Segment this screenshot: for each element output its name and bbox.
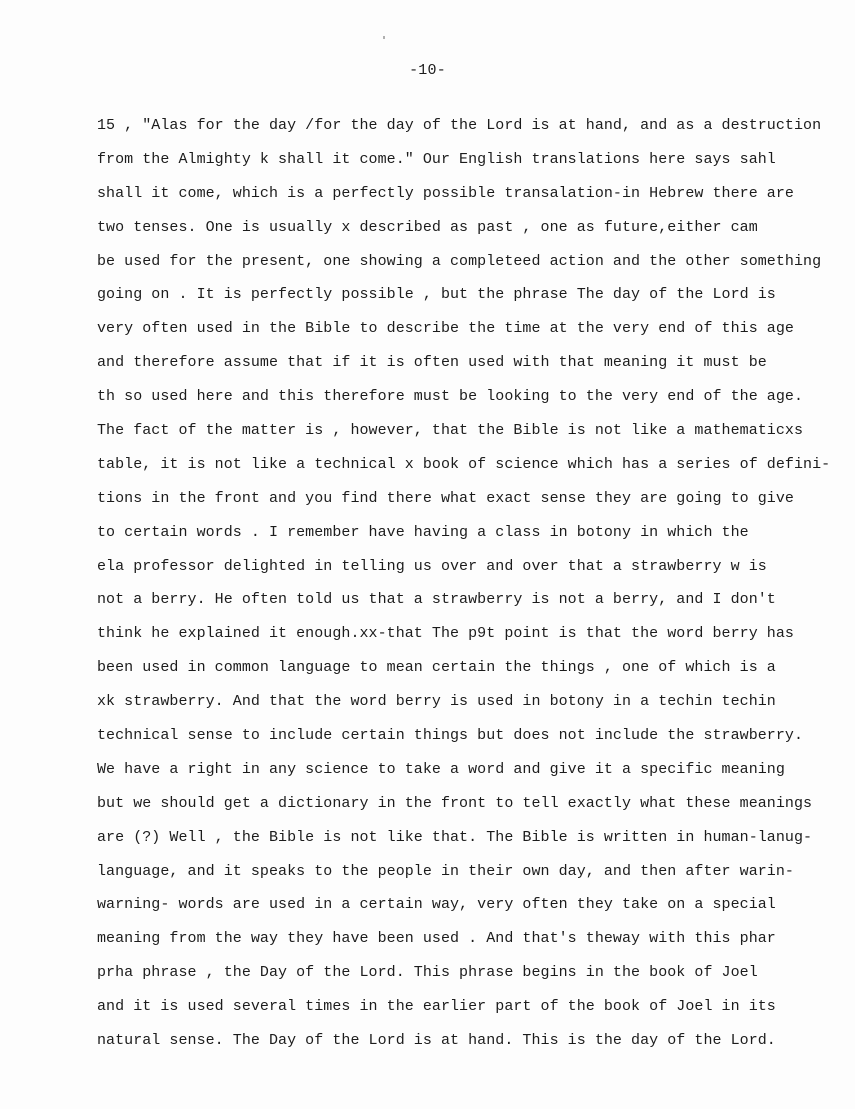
text-line: think he explained it enough.xx-that The p9t point is that the word berry has xyxy=(97,625,794,643)
text-line: xk strawberry. And that the word berry is used in botony in a techin techin xyxy=(97,693,776,711)
text-line: table, it is not like a technical x book of science which has a series of defini- xyxy=(97,455,831,473)
text-line: to certain words . I remember have having a class in botony in which the xyxy=(97,523,749,541)
text-line: technical sense to include certain things but does not include the strawberry. xyxy=(97,727,804,745)
body-text xyxy=(97,113,831,1062)
text-line: shall it come, which is a perfectly possible transalation-in Hebrew there are xyxy=(97,184,794,202)
text-line: going on . It is perfectly possible , but the phrase The day of the Lord is xyxy=(97,286,776,304)
text-line: ela professor delighted in telling us over and over that a strawberry w is xyxy=(97,557,767,575)
text-line: and it is used several times in the earlier part of the book of Joel in its xyxy=(97,998,776,1016)
text-line: are (?) Well , the Bible is not like that. The Bible is written in human-lanug- xyxy=(97,828,813,846)
text-line: be used for the present, one showing a completeed action and the other something xyxy=(97,252,822,270)
page-number: -10- xyxy=(409,62,446,79)
text-line: 15 , "Alas for the day /for the day of the Lord is at hand, and as a destruction xyxy=(97,117,822,134)
text-line: not a berry. He often told us that a strawberry is not a berry, and I don't xyxy=(97,591,776,609)
text-line: We have a right in any science to take a word and give it a specific meaning xyxy=(97,760,785,778)
text-line: prha phrase , the Day of the Lord. This phrase begins in the book of Joel xyxy=(97,964,758,982)
text-line: language, and it speaks to the people in their own day, and then after warin- xyxy=(97,862,794,880)
text-line: tions in the front and you find there what exact sense they are going to give xyxy=(97,489,794,507)
text-line: meaning from the way they have been used . And that's theway with this phar xyxy=(97,930,776,948)
text-line: very often used in the Bible to describe the time at the very end of this age xyxy=(97,320,794,338)
scan-speck xyxy=(383,36,385,39)
text-line: but we should get a dictionary in the front to tell exactly what these meanings xyxy=(97,794,813,812)
text-line: been used in common language to mean certain the things , one of which is a xyxy=(97,659,776,677)
text-line: The fact of the matter is , however, that the Bible is not like a mathematicxs xyxy=(97,422,804,440)
text-line: two tenses. One is usually x described as past , one as future,either cam xyxy=(97,218,758,236)
text-line: natural sense. The Day of the Lord is at hand. This is the day of the Lord. xyxy=(97,1032,776,1050)
text-line: and therefore assume that if it is often used with that meaning it must be xyxy=(97,354,767,372)
text-line: from the Almighty k shall it come." Our English translations here says sahl xyxy=(97,150,776,168)
text-line: th so used here and this therefore must be looking to the very end of the age. xyxy=(97,388,804,406)
text-line: warning- words are used in a certain way, very often they take on a special xyxy=(97,896,776,914)
